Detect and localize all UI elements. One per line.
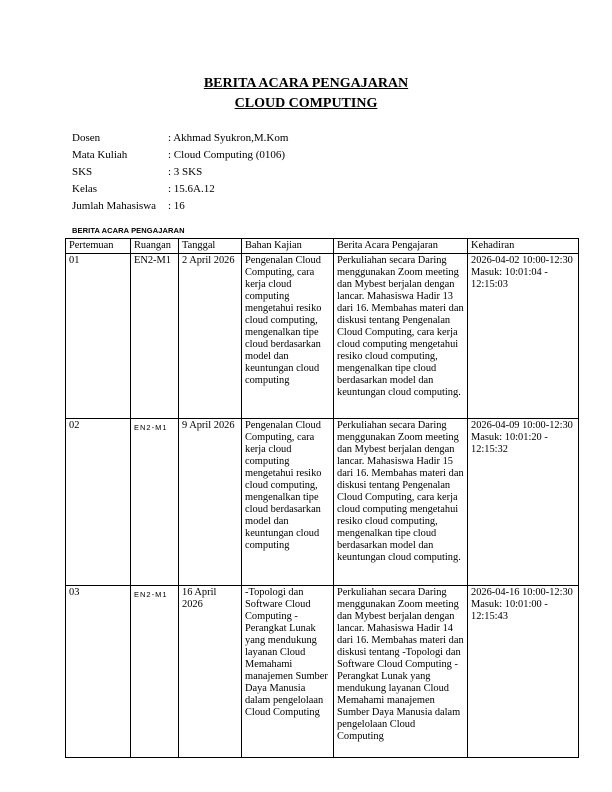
info-label: SKS (72, 166, 93, 178)
cell-pertemuan: 01 (66, 254, 131, 419)
info-label: Kelas (72, 183, 98, 195)
cell-ruangan: EN2-M1 (131, 254, 179, 419)
course-info (72, 130, 288, 215)
header-pertemuan: Pertemuan (66, 239, 131, 254)
cell-kehadiran: 2026-04-09 10:00-12:30 Masuk: 10:01:20 - 12:15:32 (468, 419, 579, 586)
cell-berita-acara: Perkuliahan secara Daring menggunakan Zoom meeting dan Mybest berjalan dengan lancar. Mahasiswa Hadir 15 dari 16. Membahas materi dan diskusi tentang Pengenalan Cloud Computing, cara kerja cloud computing mengetahui resiko cloud computing, mengenalkan tipe cloud berdasarkan model dan keuntungan cloud computing. (334, 419, 468, 586)
document-title: BERITA ACARA PENGAJARAN (203, 76, 409, 91)
info-label: Mata Kuliah (72, 149, 128, 161)
cell-tanggal: 2 April 2026 (179, 254, 242, 419)
info-value: : 3 SKS (168, 166, 203, 178)
table-header-row (66, 239, 579, 254)
cell-kehadiran: 2026-04-02 10:00-12:30 Masuk: 10:01:04 - 12:15:03 (468, 254, 579, 419)
info-value: : 16 (168, 200, 185, 212)
table-row (66, 586, 579, 758)
cell-bahan-kajian: Pengenalan Cloud Computing, cara kerja cloud computing mengetahui resiko cloud computing, mengenalkan tipe cloud berdasarkan model dan keuntungan cloud computing (242, 419, 334, 586)
section-title: BERITA ACARA PENGAJARAN (72, 226, 185, 235)
cell-berita-acara: Perkuliahan secara Daring menggunakan Zoom meeting dan Mybest berjalan dengan lancar. Mahasiswa Hadir 14 dari 16. Membahas materi dan diskusi tentang -Topologi dan Software Cloud Computing -Perangkat Lunak yang mendukung layanan Cloud Memahami manajemen Sumber Daya Manusia dalam pengelolaan Cloud Computing (334, 586, 468, 758)
cell-bahan-kajian: Pengenalan Cloud Computing, cara kerja cloud computing mengetahui resiko cloud computing, mengenalkan tipe cloud berdasarkan model dan keuntungan cloud computing (242, 254, 334, 419)
header-ruangan: Ruangan (131, 239, 179, 254)
header-kehadiran: Kehadiran (468, 239, 579, 254)
header-berita-acara: Berita Acara Pengajaran (334, 239, 468, 254)
info-row-kelas (72, 181, 288, 198)
cell-tanggal: 9 April 2026 (179, 419, 242, 586)
teaching-record-table (65, 238, 579, 758)
cell-ruangan: EN2-M1 (131, 419, 179, 586)
cell-berita-acara: Perkuliahan secara Daring menggunakan Zoom meeting dan Mybest berjalan dengan lancar. Mahasiswa Hadir 13 dari 16. Membahas materi dan diskusi tentang Pengenalan Cloud Computing, cara kerja cloud computing mengetahui resiko cloud computing, mengenalkan tipe cloud berdasarkan model dan keuntungan cloud computing. (334, 254, 468, 419)
cell-tanggal: 16 April 2026 (179, 586, 242, 758)
info-value: : 15.6A.12 (168, 183, 215, 195)
info-row-sks (72, 164, 288, 181)
info-row-dosen (72, 130, 288, 147)
cell-bahan-kajian: -Topologi dan Software Cloud Computing -Perangkat Lunak yang mendukung layanan Cloud Memahami manajemen Sumber Daya Manusia dalam pengelolaan Cloud Computing (242, 586, 334, 758)
table-row (66, 419, 579, 586)
cell-pertemuan: 03 (66, 586, 131, 758)
header-bahan-kajian: Bahan Kajian (242, 239, 334, 254)
info-label: Dosen (72, 132, 101, 144)
table-row (66, 254, 579, 419)
cell-ruangan: EN2-M1 (131, 586, 179, 758)
header-tanggal: Tanggal (179, 239, 242, 254)
cell-pertemuan: 02 (66, 419, 131, 586)
info-label: Jumlah Mahasiswa (72, 200, 157, 212)
info-value: : Akhmad Syukron,M.Kom (168, 132, 289, 144)
cell-kehadiran: 2026-04-16 10:00-12:30 Masuk: 10:01:00 - 12:15:43 (468, 586, 579, 758)
info-value: : Cloud Computing (0106) (168, 149, 286, 161)
info-row-mata-kuliah (72, 147, 288, 164)
document-subtitle: CLOUD COMPUTING (234, 96, 378, 111)
info-row-jumlah-mahasiswa (72, 198, 288, 215)
